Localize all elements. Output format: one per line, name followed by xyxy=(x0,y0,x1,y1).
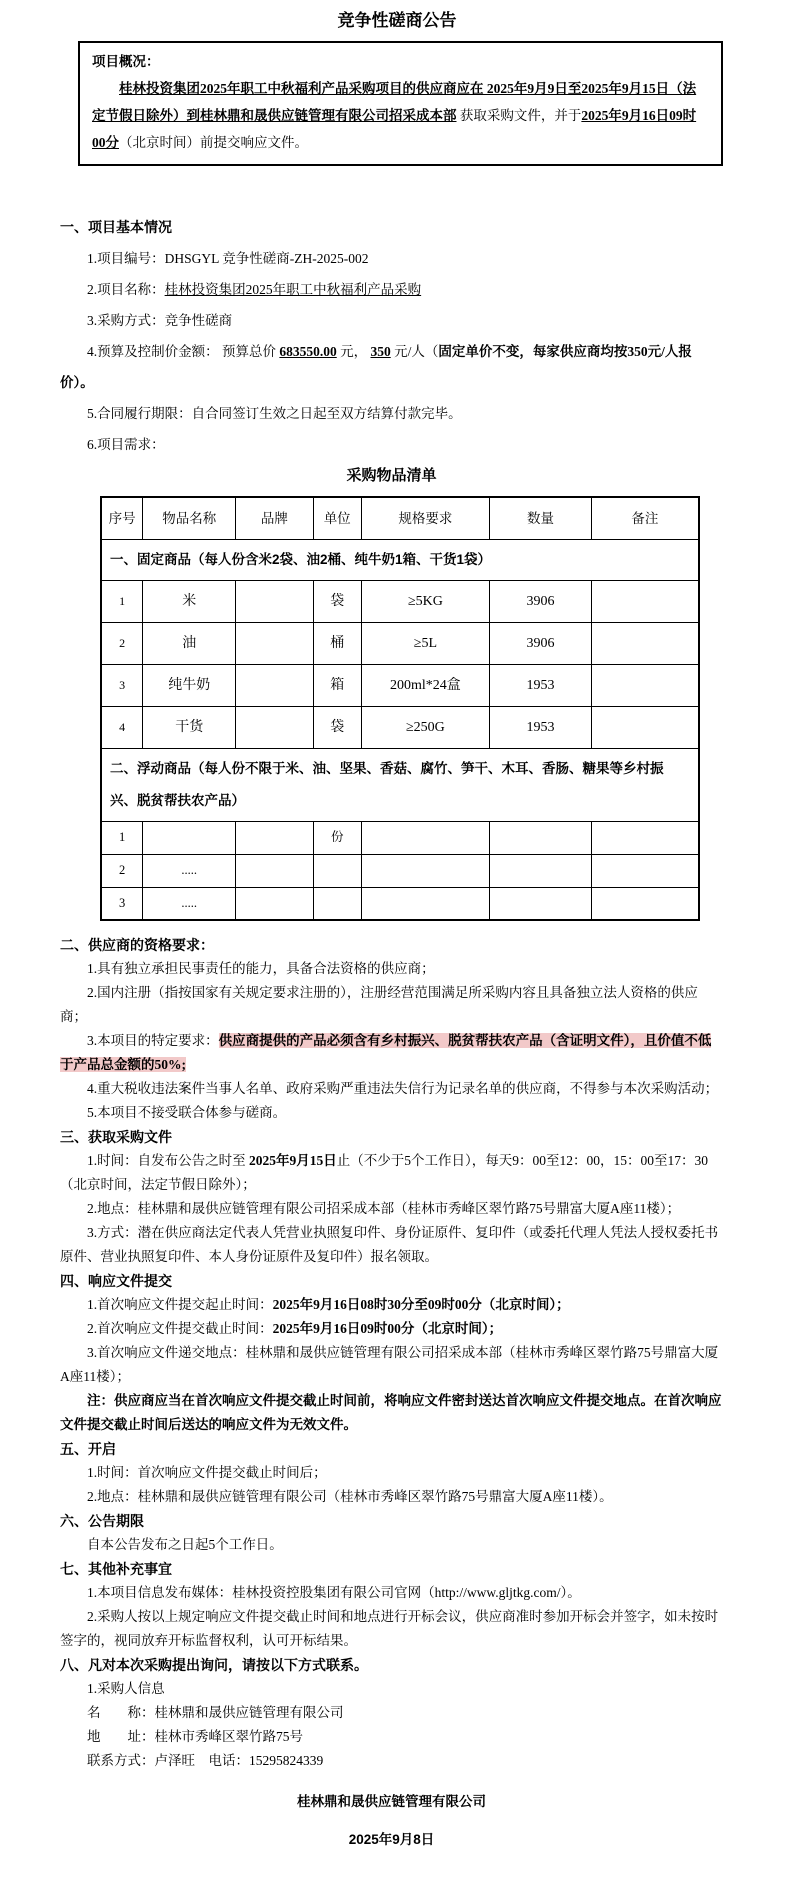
announcement-period-body: 自本公告发布之日起5个工作日。 xyxy=(87,1537,283,1552)
section-basic-info xyxy=(60,212,723,921)
signature-block xyxy=(60,1787,723,1855)
overview-paragraph: 桂林投资集团2025年职工中秋福利产品采购项目的供应商应在 2025年9月9日至2025年9月15日（法定节假日除外）到桂林鼎和晟供应链管理有限公司招采成本部 获取采购文件，并于2025年9月16日09时00分（北京时间）前提交响应文件。 xyxy=(92,81,697,150)
qualification-item: 4.重大税收违法案件当事人名单、政府采购严重违法失信行为记录名单的供应商，不得参与本次采购活动； xyxy=(87,1081,719,1096)
table-row: 4 干货 袋 ≥250G 1953 xyxy=(101,706,699,748)
budget-line: 4.预算及控制价金额： 预算总价 683550.00 元， 350 元/人（固定单价不变，每家供应商均按350元/人报价）。 xyxy=(60,344,692,390)
table-row: 1 份 xyxy=(101,821,699,854)
signature-date: 2025年9月8日 xyxy=(348,1832,435,1847)
col-header: 品牌 xyxy=(236,497,314,539)
goods-table xyxy=(100,496,700,921)
section8-heading: 八、凡对本次采购提出询问，请按以下方式联系。 xyxy=(60,1657,368,1673)
qualification-item: 2.国内注册（指按国家有关规定要求注册的），注册经营范围满足所采购内容且具备独立法人资格的供应商； xyxy=(60,985,698,1024)
table-row: 3 纯牛奶 箱 200ml*24盒 1953 xyxy=(101,664,699,706)
section4-heading: 四、响应文件提交 xyxy=(60,1273,172,1289)
section7-heading: 七、其他补充事宜 xyxy=(60,1561,172,1577)
signature-company: 桂林鼎和晟供应链管理有限公司 xyxy=(297,1794,486,1809)
submission-place: 3.首次响应文件递交地点：桂林鼎和晟供应链管理有限公司招采成本部（桂林市秀峰区翠竹路75号鼎富大厦A座11楼）； xyxy=(60,1345,719,1384)
highlighted-requirement: 供应商提供的产品必须含有乡村振兴、脱贫帮扶农产品（含证明文件），且价值不低于产品总金额的50%; xyxy=(60,1033,712,1072)
purchaser-address: 地 址：桂林市秀峰区翠竹路75号 xyxy=(87,1729,303,1744)
project-number: 1.项目编号：DHSGYL 竞争性磋商-ZH-2025-002 xyxy=(87,251,369,266)
col-header: 物品名称 xyxy=(143,497,236,539)
col-header: 序号 xyxy=(101,497,143,539)
col-header: 备注 xyxy=(591,497,699,539)
overview-label: 项目概况： xyxy=(92,54,160,69)
section5-heading: 五、开启 xyxy=(60,1441,116,1457)
section6-heading: 六、公告期限 xyxy=(60,1513,144,1529)
table-header-row xyxy=(101,497,699,539)
table-row: 2 ..... xyxy=(101,854,699,887)
table-row: 1 米 袋 ≥5KG 3906 xyxy=(101,580,699,622)
qualification-item-special: 3.本项目的特定要求：供应商提供的产品必须含有乡村振兴、脱贫帮扶农产品（含证明文件），且价值不低于产品总金额的50%; xyxy=(60,1033,712,1072)
section-opening xyxy=(60,1437,723,1509)
table-row: 2 油 桶 ≥5L 3906 xyxy=(101,622,699,664)
document-body xyxy=(0,212,794,1855)
obtain-method: 3.方式：潜在供应商法定代表人凭营业执照复印件、身份证原件、复印件（或委托代理人凭法人授权委托书原件、营业执照复印件、本人身份证原件及复印件）报名领取。 xyxy=(60,1225,719,1264)
section-obtain-documents xyxy=(60,1125,723,1269)
table-row: 3 ..... xyxy=(101,887,699,920)
purchaser-name: 名 称：桂林鼎和晟供应链管理有限公司 xyxy=(87,1705,344,1720)
section2-heading: 二、供应商的资格要求： xyxy=(60,937,214,953)
purchaser-contact: 联系方式：卢泽旺 电话：15295824339 xyxy=(87,1753,324,1768)
col-header: 单位 xyxy=(313,497,361,539)
submission-deadline: 2.首次响应文件提交截止时间：2025年9月16日09时00分（北京时间）； xyxy=(87,1321,503,1336)
contract-term: 5.合同履行期限：自合同签订生效之日起至双方结算付款完毕。 xyxy=(87,406,462,421)
section3-heading: 三、获取采购文件 xyxy=(60,1129,172,1145)
section-response-submission xyxy=(60,1269,723,1437)
section-announcement-period xyxy=(60,1509,723,1557)
qualification-item: 5.本项目不接受联合体参与磋商。 xyxy=(87,1105,287,1120)
project-requirement: 6.项目需求： xyxy=(87,437,165,452)
publish-media: 1.本项目信息发布媒体：桂林投资控股集团有限公司官网（http://www.gljtkg.com/）。 xyxy=(87,1585,581,1600)
section-supplier-qualification xyxy=(60,933,723,1125)
qualification-item: 1.具有独立承担民事责任的能力，具备合法资格的供应商； xyxy=(87,961,435,976)
purchaser-info-label: 1.采购人信息 xyxy=(87,1681,165,1696)
opening-time: 1.时间：首次响应文件提交截止时间后； xyxy=(87,1465,327,1480)
obtain-place: 2.地点：桂林鼎和晟供应链管理有限公司招采成本部（桂林市秀峰区翠竹路75号鼎富大厦A座11楼）； xyxy=(87,1201,681,1216)
project-name: 2.项目名称：桂林投资集团2025年职工中秋福利产品采购 xyxy=(87,282,422,297)
submission-start-time: 1.首次响应文件提交起止时间：2025年9月16日08时30分至09时00分（北京时间）； xyxy=(87,1297,570,1312)
lower-sections xyxy=(60,933,723,1855)
section-contact xyxy=(60,1653,723,1773)
bid-opening-rule: 2.采购人按以上规定响应文件提交截止时间和地点进行开标会议，供应商准时参加开标会并签字，如未按时签字的，视同放弃开标监督权利，认可开标结果。 xyxy=(60,1609,719,1648)
section1-heading: 一、项目基本情况 xyxy=(60,219,172,235)
group-row-fixed-goods: 一、固定商品（每人份含米2袋、油2桶、纯牛奶1箱、干货1袋） xyxy=(101,539,699,580)
col-header: 数量 xyxy=(490,497,592,539)
page-title: 竞争性磋商公告 xyxy=(337,11,457,30)
project-overview-box xyxy=(78,41,723,166)
col-header: 规格要求 xyxy=(361,497,490,539)
procurement-method: 3.采购方式：竞争性磋商 xyxy=(87,313,233,328)
submission-note: 注：供应商应当在首次响应文件提交截止时间前，将响应文件密封送达首次响应文件提交地点。在首次响应文件提交截止时间后送达的响应文件为无效文件。 xyxy=(60,1393,722,1432)
group-row-floating-goods: 二、浮动商品（每人份不限于米、油、坚果、香菇、腐竹、笋干、木耳、香肠、糖果等乡村振兴、脱贫帮扶农产品） xyxy=(101,748,699,821)
opening-place: 2.地点：桂林鼎和晟供应链管理有限公司（桂林市秀峰区翠竹路75号鼎富大厦A座11楼）。 xyxy=(87,1489,613,1504)
section-other-matters xyxy=(60,1557,723,1653)
goods-table-title: 采购物品清单 xyxy=(346,467,437,484)
obtain-time: 1.时间：自发布公告之时至 2025年9月15日止（不少于5个工作日），每天9：00至12：00，15：00至17：30（北京时间，法定节假日除外）； xyxy=(60,1153,708,1192)
